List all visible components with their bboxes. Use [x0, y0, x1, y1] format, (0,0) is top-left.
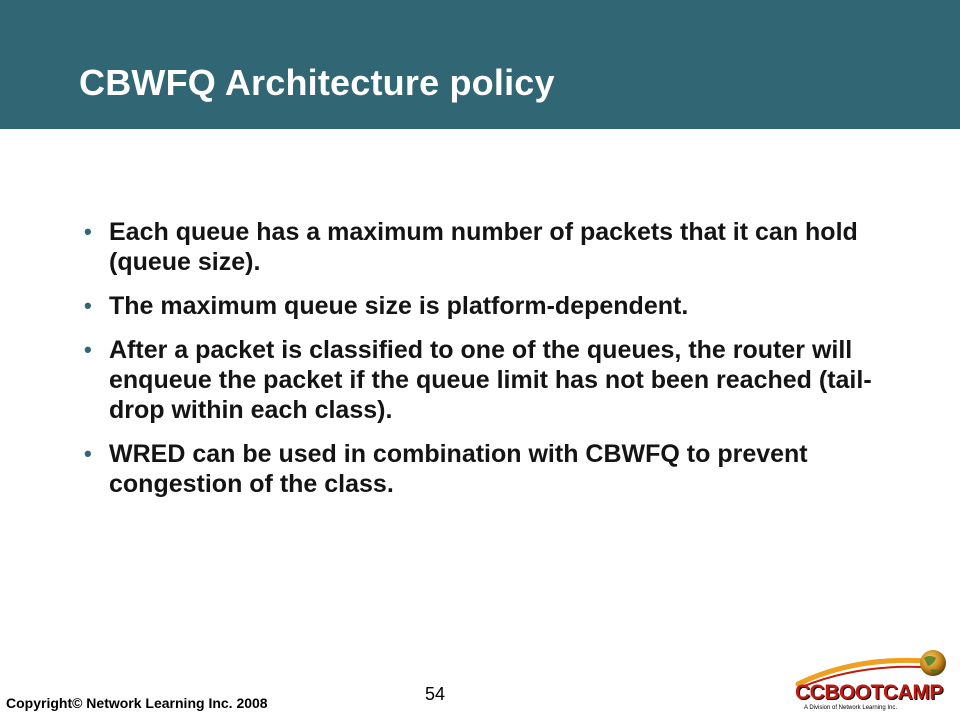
bullet-list — [84, 217, 884, 513]
bullet-item — [84, 217, 884, 277]
bullet-icon: • — [84, 441, 92, 466]
slide-header — [0, 0, 960, 129]
bullet-text: The maximum queue size is platform-dependent. — [109, 292, 689, 320]
bullet-icon: • — [84, 293, 92, 318]
bullet-icon: • — [84, 219, 92, 244]
bullet-item — [84, 439, 884, 499]
logo-wordmark: CCBOOTCAMP — [795, 681, 943, 704]
bullet-item — [84, 335, 884, 425]
bullet-text: WRED can be used in combination with CBWFQ to prevent congestion of the class. — [109, 440, 808, 498]
copyright-text: Copyright© Network Learning Inc. 2008 — [6, 695, 268, 711]
slide-title: CBWFQ Architecture policy — [79, 62, 555, 103]
logo-tagline: A Division of Network Learning Inc. — [804, 705, 898, 711]
bullet-text: Each queue has a maximum number of packets that it can hold (queue size). — [109, 218, 858, 276]
bullet-item — [84, 291, 884, 321]
page-number: 54 — [425, 684, 446, 704]
bullet-icon: • — [84, 337, 92, 362]
ccbootcamp-logo — [790, 648, 955, 716]
bullet-text: After a packet is classified to one of the queues, the router will enqueue the packet if the queue limit has not been reached (tail-drop within each class). — [109, 336, 872, 424]
